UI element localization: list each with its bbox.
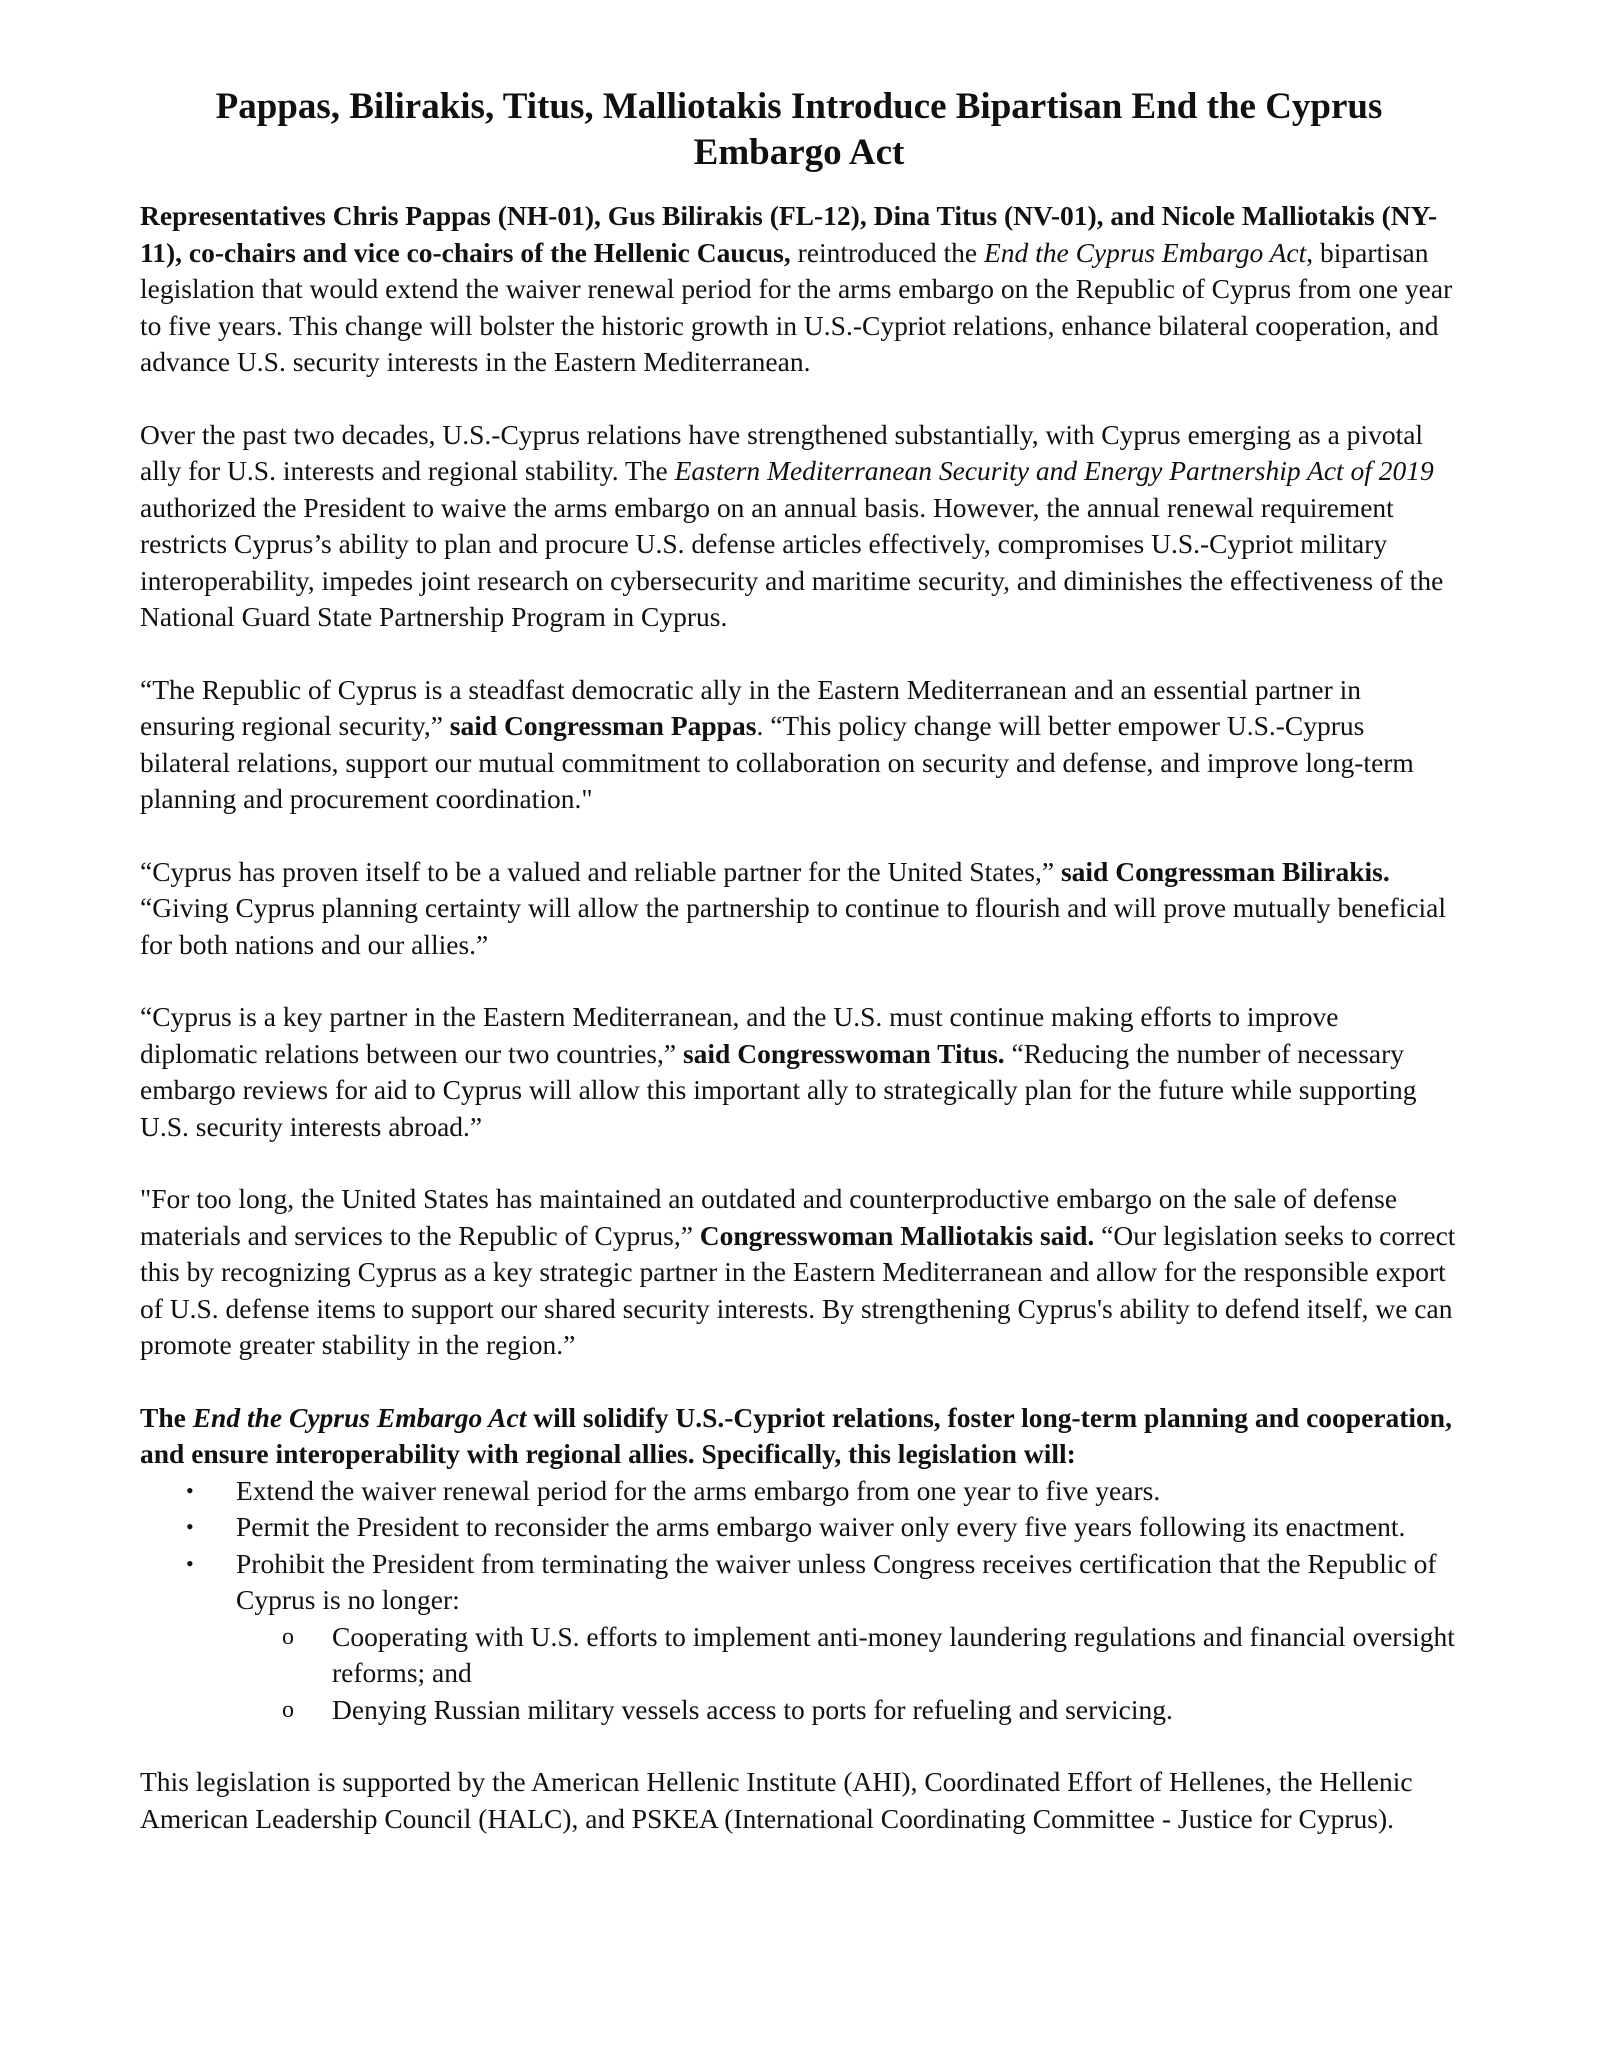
sub-list-item xyxy=(236,1619,1458,1692)
quote-pappas-text-a: “The Republic of Cyprus is a steadfast democratic ally in the Eastern Mediterranean and an essential partner in ensuring regional security,” xyxy=(140,673,1362,741)
sub-list-item-text: Denying Russian military vessels access to ports for refueling and servicing. xyxy=(332,1693,1173,1725)
quote-titus-text-a: “Cyprus is a key partner in the Eastern Mediterranean, and the U.S. must continue making efforts to improve diplomatic relations between our two countries,” xyxy=(140,1001,1339,1069)
sub-list-item xyxy=(236,1692,1458,1729)
press-release-page xyxy=(140,84,1458,1873)
background-paragraph xyxy=(140,417,1458,636)
prior-act-name: Eastern Mediterranean Security and Energy Partnership Act of 2019 xyxy=(674,455,1434,486)
list-item-text: Prohibit the President from terminating the waiver unless Congress receives certification that the Republic of Cyprus is no longer: xyxy=(236,1547,1437,1615)
specifics-text-a: The xyxy=(140,1401,193,1433)
specifics-lead xyxy=(140,1402,1452,1470)
sub-bullet-marker: o xyxy=(282,1696,294,1723)
sponsors-lead: Representatives Chris Pappas (NH-01), Gus Bilirakis (FL-12), Dina Titus (NV-01), and Nicole Malliotakis (NY-11), co-chairs and vice co-chairs of the Hellenic Caucus, xyxy=(140,200,1438,268)
quote-bilirakis-text-a: “Cyprus has proven itself to be a valued and reliable partner for the United States,” xyxy=(140,855,1061,887)
quote-malliotakis-attribution: Congresswoman Malliotakis said. xyxy=(699,1219,1095,1251)
quote-malliotakis-text-b: “Our legislation seeks to correct this by recognizing Cyprus as a key strategic partner in the Eastern Mediterranean and allow for the responsible export of U.S. defense items to support our shared security interests. By strengthening Cyprus's ability to defend itself, we can promote greater stability in the region.” xyxy=(140,1219,1456,1360)
act-name: End the Cyprus Embargo Act xyxy=(983,236,1307,268)
quote-titus-attribution: said Congresswoman Titus. xyxy=(682,1037,1005,1069)
quote-pappas xyxy=(140,672,1458,818)
sub-bullet-marker: o xyxy=(282,1623,294,1650)
quote-bilirakis xyxy=(140,854,1458,964)
intro-paragraph xyxy=(140,198,1458,381)
specifics-text-b: will solidify U.S.-Cypriot relations, foster long-term planning and cooperation, and ensure interoperability with regional allies. Specifically, this legislation will: xyxy=(140,1401,1452,1469)
intro-text-b: , bipartisan legislation that would extend the waiver renewal period for the arms embargo on the Republic of Cyprus from one year to five years. This change will bolster the historic growth in U.S.-Cypriot relations, enhance bilateral cooperation, and advance U.S. security interests in the Eastern Mediterranean. xyxy=(140,236,1453,377)
bullet-marker: • xyxy=(186,1550,194,1576)
specifics-heading xyxy=(140,1400,1458,1473)
list-item xyxy=(140,1546,1458,1729)
background-text-a: Over the past two decades, U.S.-Cyprus relations have strengthened substantially, with Cyprus emerging as a pivotal ally for U.S. interests and regional stability. The xyxy=(140,418,1424,486)
background-text-b: authorized the President to waive the arms embargo on an annual basis. However, the annual renewal requirement restricts Cyprus’s ability to plan and procure U.S. defense articles effectively, compromises U.S.-Cypriot military interoperability, impedes joint research on cybersecurity and maritime security, and diminishes the effectiveness of the National Guard State Partnership Program in Cyprus. xyxy=(140,491,1444,632)
sub-provisions-list xyxy=(236,1619,1458,1729)
quote-titus-text-b: “Reducing the number of necessary embargo reviews for aid to Cyprus will allow this important ally to strategically plan for the future while supporting U.S. security interests abroad.” xyxy=(140,1037,1417,1142)
bullet-marker: • xyxy=(186,1477,194,1503)
list-item-text: Extend the waiver renewal period for the arms embargo from one year to five years. xyxy=(236,1474,1161,1506)
quote-bilirakis-text-b: “Giving Cyprus planning certainty will allow the partnership to continue to flourish and will prove mutually beneficial for both nations and our allies.” xyxy=(140,855,1453,960)
specifics-act-name: End the Cyprus Embargo Act xyxy=(192,1401,527,1433)
page-title: Pappas, Bilirakis, Titus, Malliotakis Introduce Bipartisan End the Cyprus Embargo Act xyxy=(215,86,1383,173)
quote-malliotakis-text-a: "For too long, the United States has maintained an outdated and counterproductive embargo on the sale of defense materials and services to the Republic of Cyprus,” xyxy=(140,1183,1398,1251)
intro-text-a: reintroduced the xyxy=(790,236,984,268)
sub-list-item-text: Cooperating with U.S. efforts to implement anti-money laundering regulations and financial oversight reforms; and xyxy=(332,1620,1455,1688)
list-item xyxy=(140,1473,1458,1510)
closing-paragraph: This legislation is supported by the American Hellenic Institute (AHI), Coordinated Effort of Hellenes, the Hellenic American Leadership Council (HALC), and PSKEA (International Coordinating Committee - Justice for Cyprus). xyxy=(140,1766,1413,1834)
quote-bilirakis-attribution: said Congressman Bilirakis. xyxy=(1060,855,1390,887)
bullet-marker: • xyxy=(186,1514,194,1539)
list-item-text: Permit the President to reconsider the arms embargo waiver only every five years following its enactment. xyxy=(236,1511,1406,1542)
provisions-list xyxy=(140,1473,1458,1729)
quote-titus xyxy=(140,999,1458,1145)
list-item xyxy=(140,1509,1458,1546)
quote-pappas-text-b: . “This policy change will better empower U.S.-Cyprus bilateral relations, support our mutual commitment to collaboration on security and defense, and improve long-term planning and procurement coordination." xyxy=(140,710,1414,814)
quote-malliotakis xyxy=(140,1181,1458,1364)
quote-pappas-attribution: said Congressman Pappas xyxy=(449,710,757,741)
